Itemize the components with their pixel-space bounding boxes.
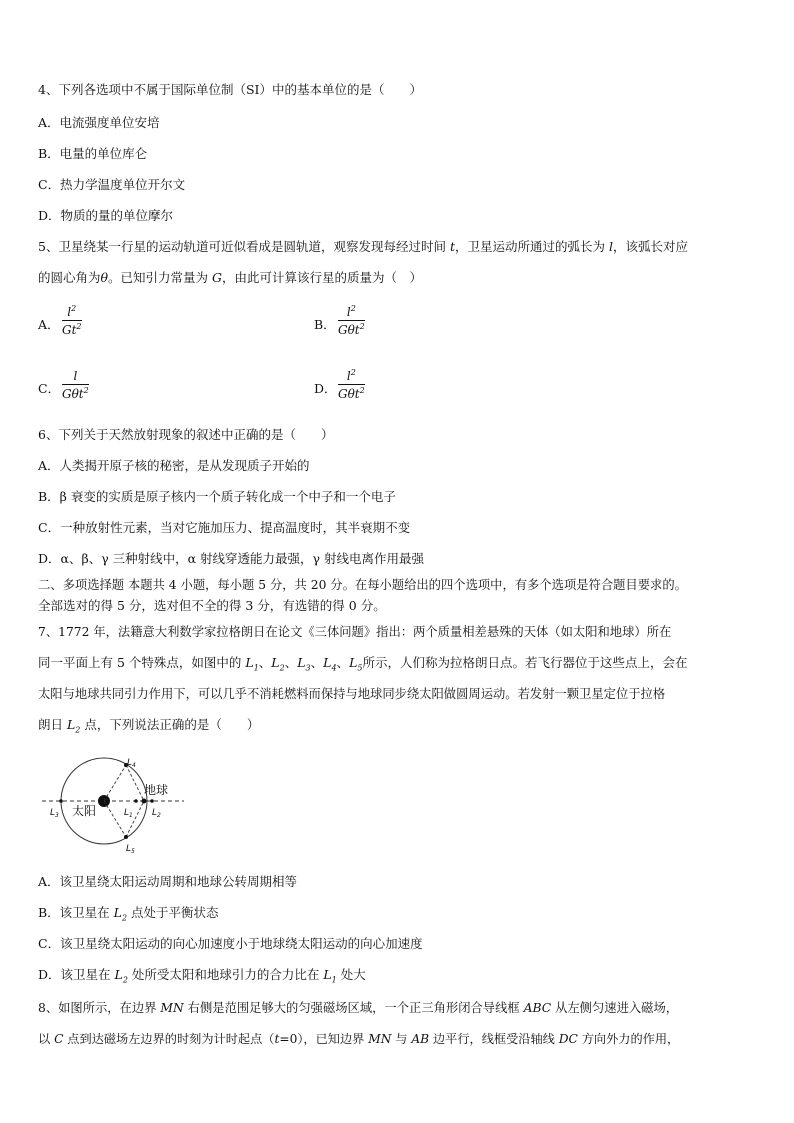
sun-label: 太阳 (72, 804, 97, 818)
q5-option-a-fraction: $\frac{l^2}{Gt^2}$ (62, 304, 82, 337)
point-l4: $L_4$ (323, 655, 337, 673)
q5-option-b-label: B． (314, 317, 336, 332)
q7-line3: 太阳与地球共同引力作用下，可以几乎不消耗燃料而保持与地球同步绕太阳做圆周运动。若发射一颗卫星定位于拉格 (38, 687, 666, 701)
q7-line4: 朗日 $L_2$ 点，下列说法正确的是（ ） (38, 717, 260, 735)
q6-option-c: C．一种放射性元素，当对它施加压力、提高温度时，其半衰期不变 (38, 520, 411, 535)
l3-dot (59, 799, 63, 803)
q5-option-d-fraction: $l^2$ Gθt$^2$ (338, 368, 365, 401)
q5-option-c-fraction: l Gθt$^2$ (62, 369, 89, 401)
q7-option-c: C．该卫星绕太阳运动的向心加速度小于地球绕太阳运动的向心加速度 (38, 936, 423, 951)
q5-option-d-label: D． (314, 381, 337, 396)
l2-dot (150, 799, 154, 803)
l1-dot (134, 799, 138, 803)
section2-line1: 二、多项选择题 本题共 4 小题，每小题 5 分，共 20 分。在每小题给出的四个选项中，有多个选项是符合题目要求的。 (38, 578, 687, 592)
earth-dot (142, 799, 147, 804)
section2-line2: 全部选对的得 5 分，选对但不全的得 3 分，有选错的得 0 分。 (38, 598, 386, 613)
q7-option-b: B．该卫星在 $L_2$ 点处于平衡状态 (38, 905, 219, 923)
q5-option-c-label: C． (38, 381, 61, 396)
q5-option-a-label: A． (38, 317, 60, 332)
q7-option-a: A．该卫星绕太阳运动周期和地球公转周期相等 (38, 874, 298, 889)
q6-option-d: D．α、β、γ 三种射线中，α 射线穿透能力最强，γ 射线电离作用最强 (38, 551, 424, 566)
l3-label: $L_3$ (50, 808, 59, 819)
q4-option-a: A．电流强度单位安培 (38, 115, 160, 130)
q4-option-c: C．热力学温度单位开尔文 (38, 177, 186, 192)
q5-stem-line1: 5、卫星绕某一行星的运动轨道可近似看成是圆轨道，观察发现每经过时间 t，卫星运动所通过的弧长为 l，该弧长对应 (38, 239, 688, 254)
lagrange-points-figure (38, 752, 188, 862)
q7-line1: 7、1772 年，法籍意大利数学家拉格朗日在论文《三体问题》指出：两个质量相差悬殊的天体（如太阳和地球）所在 (38, 625, 672, 639)
q8-line1: 8、如图所示，在边界 MN 右侧是范围足够大的匀强磁场区域，一个正三角形闭合导线框 ABC 从左侧匀速进入磁场， (38, 1001, 679, 1015)
q6-option-b: B．β 衰变的实质是原子核内一个质子转化成一个中子和一个电子 (38, 489, 396, 504)
q7-option-d: D．该卫星在 $L_2$ 处所受太阳和地球引力的合力比在 $L_1$ 处大 (38, 967, 366, 985)
q5-stem-line2: 的圆心角为θ。已知引力常量为 G，由此可计算该行星的质量为（ ） (38, 270, 423, 285)
l5-dot (124, 835, 128, 839)
l4-label: $L_4$ (127, 758, 136, 769)
q5-option-b-fraction: $l^2$ Gθt$^2$ (338, 304, 365, 337)
l1-label: $L_1$ (124, 808, 133, 819)
q4-option-b: B．电量的单位库仑 (38, 146, 148, 161)
q4-stem: 4、下列各选项中不属于国际单位制（SI）中的基本单位的是（ ） (38, 82, 422, 97)
q4-option-d: D．物质的量的单位摩尔 (38, 208, 174, 223)
earth-label: 地球 (144, 783, 169, 797)
q6-stem: 6、下列关于天然放射现象的叙述中正确的是（ ） (38, 427, 334, 442)
l5-label: $L_5$ (126, 844, 135, 855)
q6-option-a: A．人类揭开原子核的秘密，是从发现质子开始的 (38, 458, 310, 473)
point-l1: $L_1$ (245, 655, 259, 673)
l2-label: $L_2$ (152, 808, 161, 819)
point-l5: $L_5$ (349, 655, 363, 673)
point-l3: $L_3$ (297, 655, 311, 673)
q8-line2: 以 C 点到达磁场左边界的时刻为计时起点（t=0），已知边界 MN 与 AB 边平行，线框受沿轴线 DC 方向外力的作用， (38, 1032, 680, 1046)
point-l2: $L_2$ (271, 655, 285, 673)
q7-line2: 同一平面上有 5 个特殊点，如图中的 $L_1$、$L_2$、$L_3$、$L_4$、$L_5$所示，人们称为拉格朗日点。若飞行器位于这些点上，会在 (38, 655, 688, 673)
